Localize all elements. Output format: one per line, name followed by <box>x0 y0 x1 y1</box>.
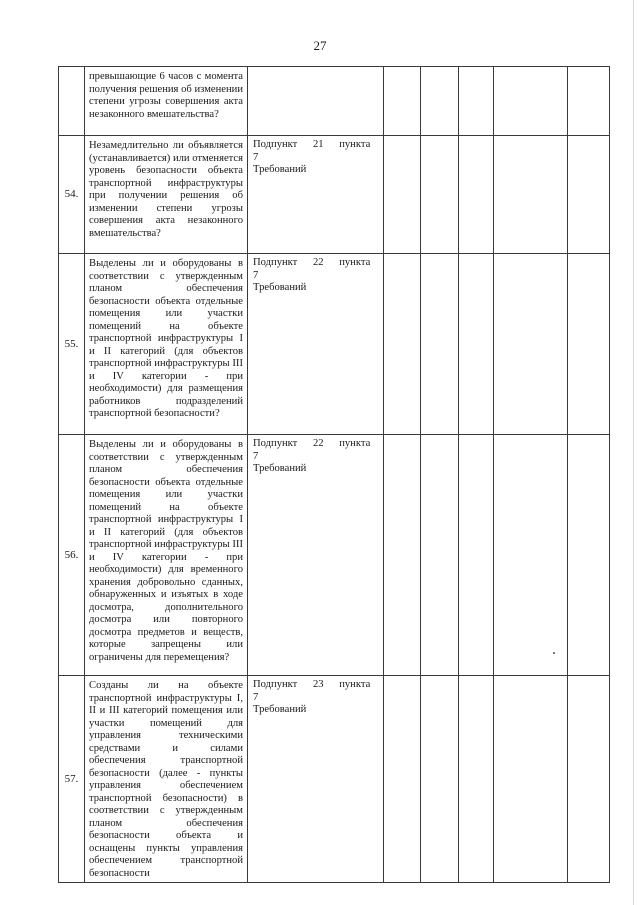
answer-cell <box>459 435 494 676</box>
reference-line: Требований <box>253 164 307 175</box>
table-row <box>59 67 610 136</box>
answer-cell <box>494 676 568 883</box>
reference-line: Требований <box>253 282 307 293</box>
reference-line: Подпункт 23 пункта 7 <box>253 679 371 703</box>
reference-line: Подпункт 22 пункта 7 <box>253 257 371 281</box>
answer-cell <box>459 67 494 136</box>
answer-cell <box>494 435 568 676</box>
answer-cell <box>568 435 610 676</box>
question-text: Созданы ли на объекте транспортной инфраструктуры I, II и III категорий помещения или участки помещений для управления техническими средствами и силами обеспечения транспортной безопасности (далее - пункты управления обеспечением транспортной безопасности) в соответствии с утвержденным планом обеспечения безопасности объекта и оснащены пункты управления обеспечением транспортной безопасности <box>85 676 248 883</box>
answer-cell <box>421 254 459 435</box>
answer-cell <box>494 67 568 136</box>
answer-cell <box>384 435 421 676</box>
answer-cell <box>421 435 459 676</box>
answer-cell <box>494 136 568 254</box>
row-number: 57. <box>59 676 85 883</box>
question-text: Выделены ли и оборудованы в соответствии с утвержденным планом обеспечения безопасности объекта отдельные помещения или участки помещений на объекте транспортной инфраструктуры I и II категорий (для объектов транспортной инфраструктуры III и IV категории - при необходимости) для размещения работников подразделений транспортной безопасности? <box>85 254 248 435</box>
question-text: превышающие 6 часов с момента получения решения об изменении степени угрозы совершения акта незаконного вмешательства? <box>85 67 248 136</box>
reference-line: Подпункт 21 пункта 7 <box>253 139 371 163</box>
table-row <box>59 136 610 254</box>
reference-cell <box>248 67 384 136</box>
answer-cell <box>459 254 494 435</box>
row-number: 56. <box>59 435 85 676</box>
answer-cell <box>568 136 610 254</box>
answer-cell <box>384 136 421 254</box>
answer-cell <box>494 254 568 435</box>
reference-cell <box>248 136 384 254</box>
table-row <box>59 676 610 883</box>
reference-cell <box>248 254 384 435</box>
reference-cell <box>248 676 384 883</box>
row-number: 55. <box>59 254 85 435</box>
checklist-table <box>58 66 610 883</box>
reference-cell <box>248 435 384 676</box>
answer-cell <box>568 254 610 435</box>
answer-cell <box>421 676 459 883</box>
answer-cell <box>384 67 421 136</box>
answer-cell <box>421 136 459 254</box>
answer-cell <box>384 676 421 883</box>
row-number: 54. <box>59 136 85 254</box>
page-number: 27 <box>313 38 327 53</box>
scan-edge <box>633 0 634 905</box>
table-row <box>59 435 610 676</box>
answer-cell <box>421 67 459 136</box>
answer-cell <box>568 67 610 136</box>
reference-line: Требований <box>253 704 307 715</box>
answer-cell <box>568 676 610 883</box>
answer-cell <box>459 136 494 254</box>
row-number <box>59 67 85 136</box>
scan-speck <box>553 652 555 654</box>
reference-line: Требований <box>253 463 307 474</box>
table-row <box>59 254 610 435</box>
reference-line: Подпункт 22 пункта 7 <box>253 438 371 462</box>
answer-cell <box>384 254 421 435</box>
answer-cell <box>459 676 494 883</box>
question-text: Выделены ли и оборудованы в соответствии с утвержденным планом обеспечения безопасности объекта отдельные помещения или участки помещений на объекте транспортной инфраструктуры I и II категорий (для объектов транспортной инфраструктуры III и IV категории - при необходимости) для временного хранения добровольно сданных, обнаруженных и изъятых в ходе досмотра, дополнительного досмотра или повторного досмотра предметов и веществ, которые запрещены или ограничены для перемещения? <box>85 435 248 676</box>
question-text: Незамедлительно ли объявляется (устанавливается) или отменяется уровень безопасности объекта транспортной инфраструктуры при получении решения об изменении степени угрозы совершения акта незаконного вмешательства? <box>85 136 248 254</box>
